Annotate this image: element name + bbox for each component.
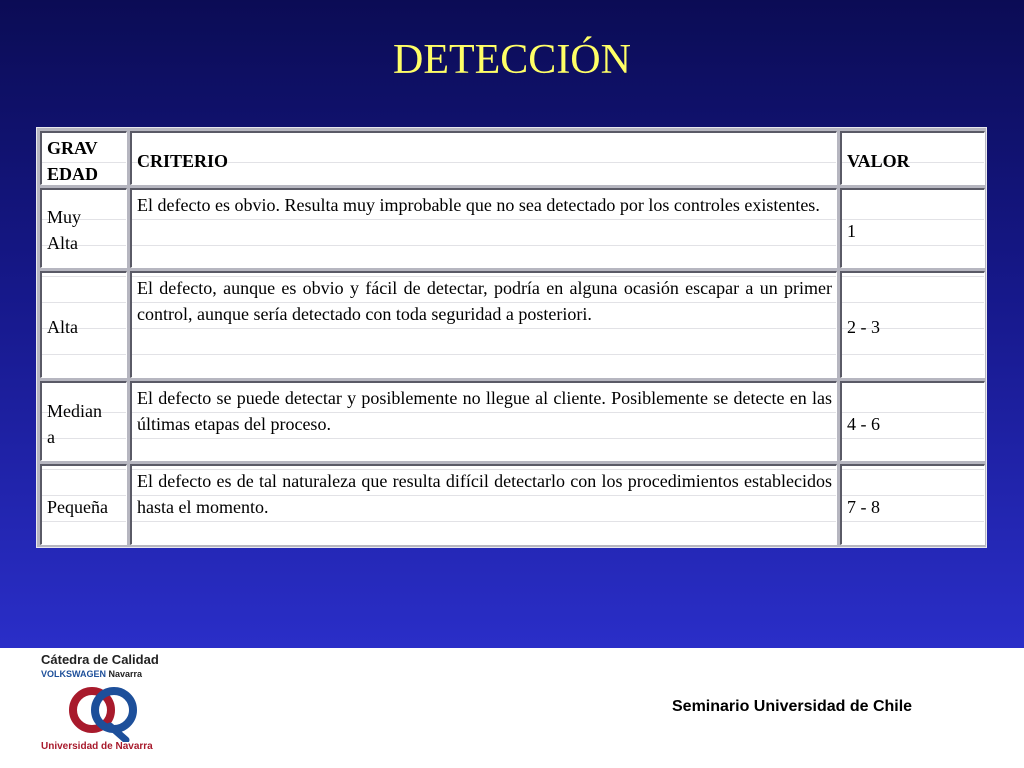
table-row-criterio (130, 464, 837, 545)
valor-text: 4 - 6 (847, 414, 880, 434)
header-gravedad-cell (40, 131, 127, 185)
table-row-gravedad (40, 271, 127, 378)
criterio-text: El defecto, aunque es obvio y fácil de detectar, podría en alguna ocasión escapar a un primer control, aunque sería detectado con toda seguridad a posteriori. (137, 278, 832, 324)
criterio-text: El defecto es de tal naturaleza que resulta difícil detectarlo con los procedimientos establecidos hasta el momento. (137, 471, 832, 517)
table-row-gravedad (40, 381, 127, 461)
seminar-label: Seminario Universidad de Chile (672, 698, 913, 715)
university-name: Universidad de Navarra (41, 741, 153, 752)
brand-name: VOLKSWAGEN (41, 669, 107, 679)
gravedad-label: Median a (47, 401, 102, 447)
header-criterio-cell (130, 131, 837, 185)
table-row-gravedad (40, 188, 127, 268)
catedra-logo-text (41, 652, 159, 682)
gravedad-label: Pequeña (47, 497, 108, 517)
criterio-text: El defecto se puede detectar y posiblemente no llegue al cliente. Posiblemente se detecte en las últimas etapas del proceso. (137, 388, 832, 434)
criterio-text: El defecto es obvio. Resulta muy improbable que no sea detectado por los controles existentes. (137, 195, 820, 215)
volkswagen-line (41, 667, 159, 682)
brand-suffix: Navarra (108, 669, 143, 679)
header-criterio: CRITERIO (137, 151, 229, 171)
table-row-criterio (130, 271, 837, 378)
gravedad-label: Alta (47, 317, 78, 337)
slide-title: DETECCIÓN (393, 37, 631, 83)
table-row-valor (840, 381, 985, 461)
valor-text: 2 - 3 (847, 317, 880, 337)
header-valor-cell (840, 131, 985, 185)
catedra-title: Cátedra de Calidad (41, 652, 159, 667)
table-row-valor (840, 271, 985, 378)
table-row-valor (840, 188, 985, 268)
table-row-valor (840, 464, 985, 545)
valor-text: 1 (847, 221, 856, 241)
gravedad-label: Muy Alta (47, 207, 82, 253)
table-row-gravedad (40, 464, 127, 545)
detection-table (36, 127, 987, 548)
header-gravedad: GRAV EDAD (47, 138, 99, 184)
slide-footer (0, 648, 1024, 768)
table-row-criterio (130, 381, 837, 461)
university-logo-icon (64, 682, 144, 742)
valor-text: 7 - 8 (847, 497, 880, 517)
table-row-criterio (130, 188, 837, 268)
header-valor: VALOR (847, 151, 910, 171)
